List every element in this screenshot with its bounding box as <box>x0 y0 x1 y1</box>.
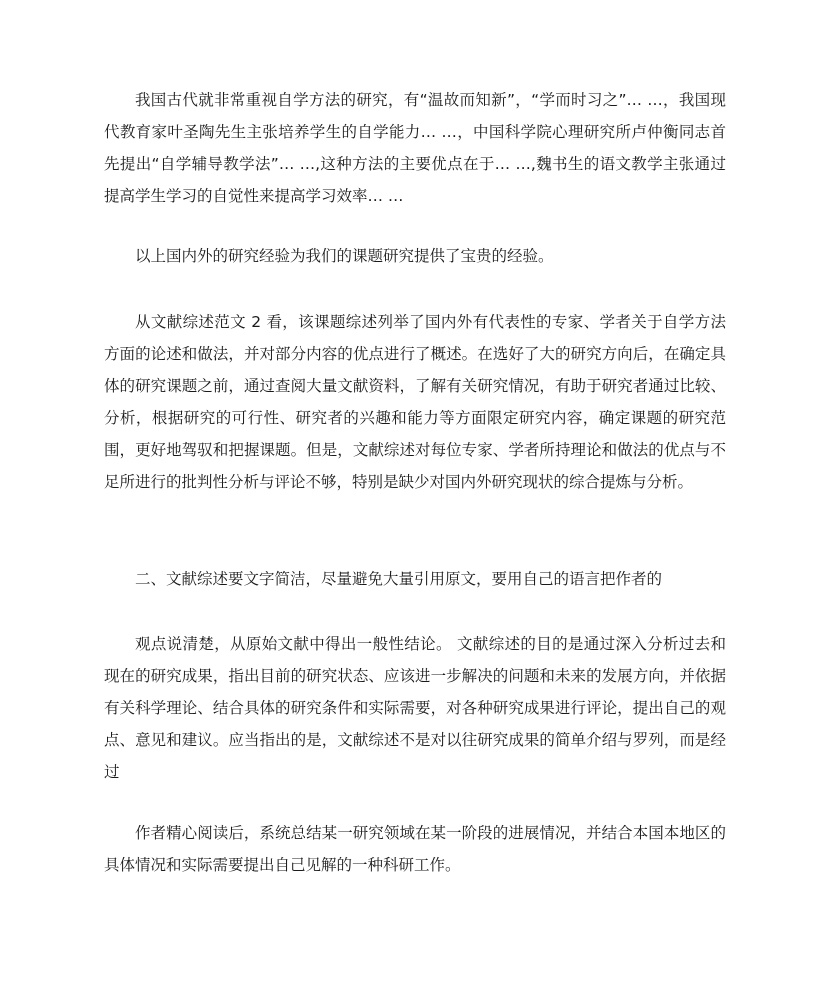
paragraph-review-definition: 作者精心阅读后，系统总结某一研究领域在某一阶段的进展情况，并结合本国本地区的具体情况和实际需要提出自己见解的一种科研工作。 <box>104 824 726 874</box>
paragraph-example-analysis: 从文献综述范文 2 看，该课题综述列举了国内外有代表性的专家、学者关于自学方法方面的论述和做法，并对部分内容的优点进行了概述。在选好了大的研究方向后，在确定具体的研究课题之前，通过查阅大量文献资料，了解有关研究情况，有助于研究者通过比较、分析，根据研究的可行性、研究者的兴趣和能力等方面限定研究内容，确定课题的研究范围，更好地驾驭和把握课题。但是，文献综述对每位专家、学者所持理论和做法的优点与不足所进行的批判性分析与评论不够，特别是缺少对国内外研究现状的综合提炼与分析。 <box>104 313 726 491</box>
paragraph-review-purpose: 观点说清楚，从原始文献中得出一般性结论。 文献综述的目的是通过深入分析过去和现在的研究成果，指出目前的研究状态、应该进一步解决的问题和未来的发展方向，并依据有关科学理论、结合具体的研究条件和实际需要，对各种研究成果进行评论，提出自己的观点、意见和建议。应当指出的是，文献综述不是对以往研究成果的简单介绍与罗列，而是经过 <box>104 635 726 781</box>
paragraph-research-experience: 以上国内外的研究经验为我们的课题研究提供了宝贵的经验。 <box>135 247 554 265</box>
paragraph-section-heading: 二、文献综述要文字简洁，尽量避免大量引用原文，要用自己的语言把作者的 <box>135 570 663 588</box>
paragraph-self-study-history: 我国古代就非常重视自学方法的研究，有“温故而知新”，“学而时习之”… …，我国现代教育家叶圣陶先生主张培养学生的自学能力… …，中国科学院心理研究所卢仲衡同志首先提出“自学辅导教学法”… …,这种方法的主要优点在于… …,魏书生的语文教学主张通过提高学生学习的自觉性来提高学习效率… … <box>104 91 726 205</box>
